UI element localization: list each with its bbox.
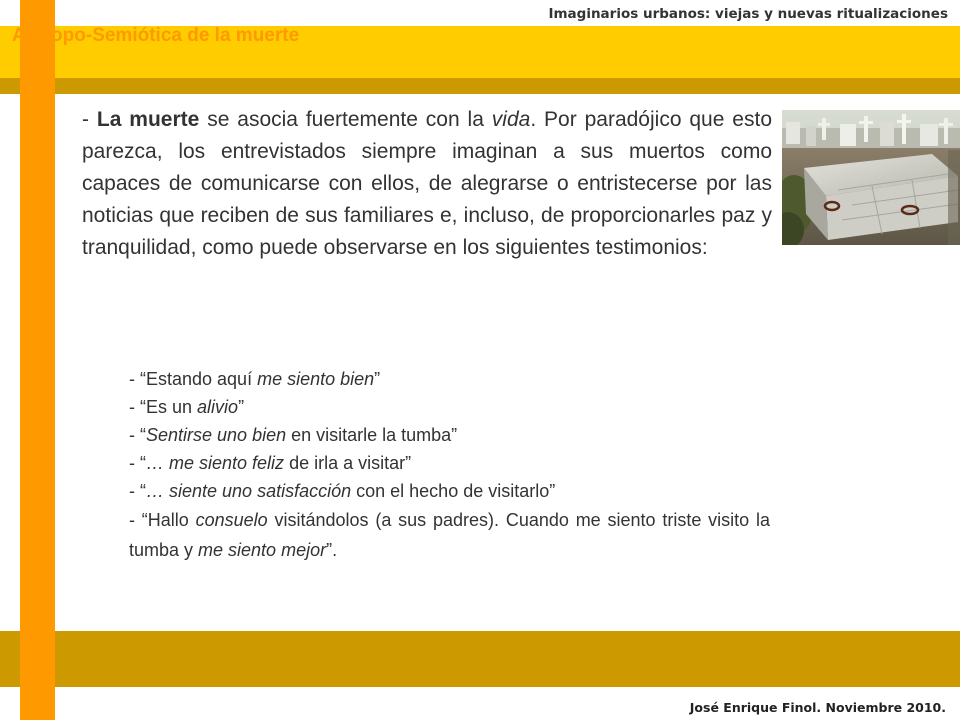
testimony-item: - “… siente uno satisfacción con el hecho de visitarlo” <box>129 481 556 501</box>
testimony-item: - “Sentirse uno bien en visitarle la tumba” <box>129 425 458 445</box>
testimony-item: - “Hallo consuelo visitándolos (a sus padres). Cuando me siento triste visito la tumba y me siento mejor”. <box>129 510 770 560</box>
paragraph-text-1: se asocia fuertemente con la <box>199 108 492 131</box>
main-paragraph <box>82 104 772 264</box>
paragraph-dash: - <box>82 108 97 131</box>
testimony-item: - “Es un alivio” <box>129 397 245 417</box>
paragraph-em-vida: vida <box>491 108 531 131</box>
footer-author: José Enrique Finol. Noviembre 2010. <box>689 700 946 715</box>
paragraph-text-2: . Por paradójico que esto parezca, los entrevistados siempre imaginan a sus muertos como capaces de comunicarse con ellos, de alegrarse o entristecerse por las noticias que reciben de sus familiares e, incluso, de proporcionarles paz y tranquilidad, como puede observarse en los siguientes testimonios: <box>82 108 772 259</box>
section-title: Antropo-Semiótica de la muerte <box>12 25 300 46</box>
testimonies-list <box>129 365 770 565</box>
testimony-item: - “… me siento feliz de irla a visitar” <box>129 453 412 473</box>
paragraph-lead: La muerte <box>96 108 200 131</box>
cemetery-photo <box>782 110 960 245</box>
testimony-item: - “Estando aquí me siento bien” <box>129 369 381 389</box>
header-strip <box>0 78 960 94</box>
left-column-accent <box>20 0 55 720</box>
presentation-title: Imaginarios urbanos: viejas y nuevas ritualizaciones <box>548 6 948 22</box>
footer-band <box>0 631 960 687</box>
